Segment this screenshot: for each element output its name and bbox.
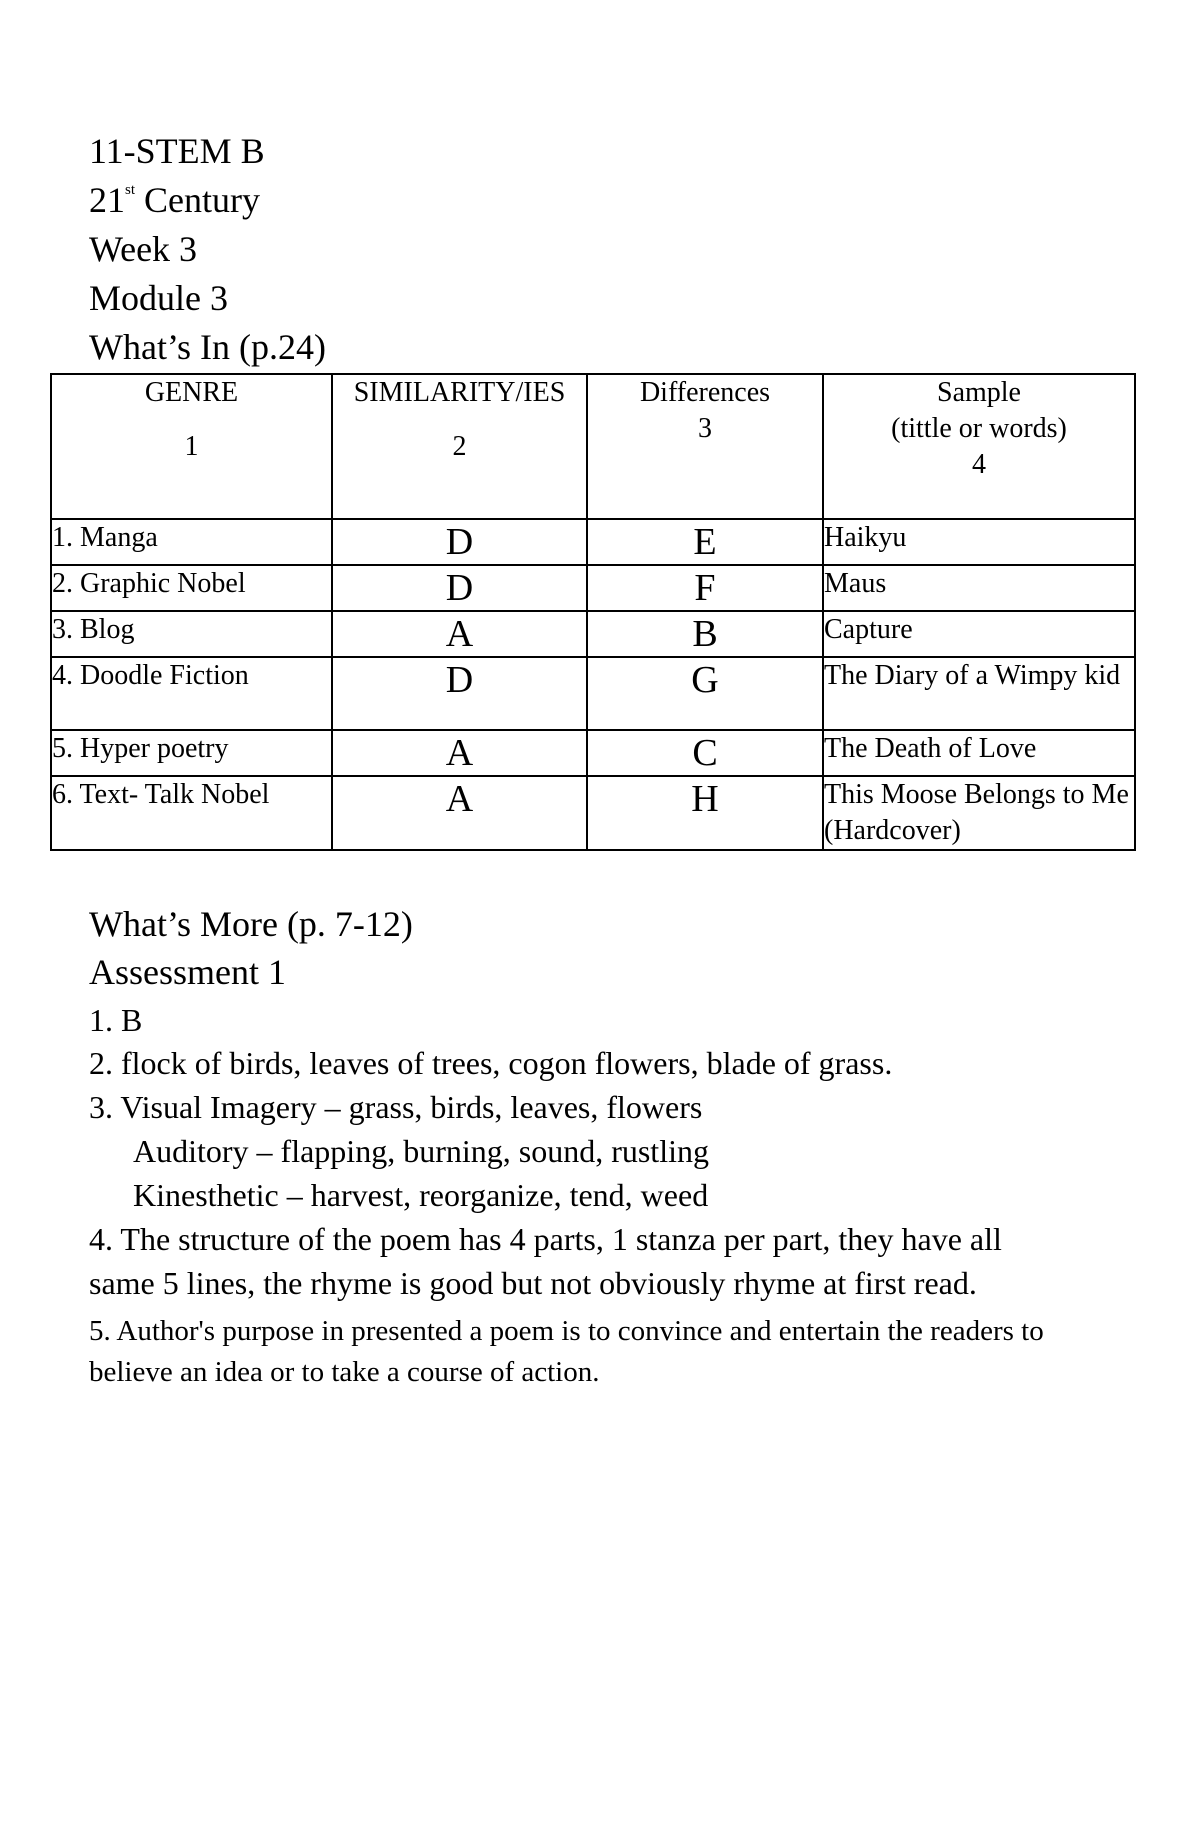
answer-1: 1. B bbox=[89, 1002, 143, 1038]
subject-rest: Century bbox=[135, 180, 260, 220]
similarity-cell: D bbox=[332, 657, 587, 730]
header-genre-num: 1 bbox=[184, 431, 199, 462]
difference-cell: H bbox=[587, 776, 823, 850]
genre-cell: 1. Manga bbox=[51, 519, 332, 565]
header-differences-num: 3 bbox=[698, 413, 712, 444]
similarity-cell: D bbox=[332, 565, 587, 611]
similarity-cell: A bbox=[332, 611, 587, 657]
module-label: Module 3 bbox=[89, 278, 228, 318]
difference-cell: F bbox=[587, 565, 823, 611]
assessment-title: Assessment 1 bbox=[89, 952, 286, 992]
similarity-cell: D bbox=[332, 519, 587, 565]
similarity-cell: A bbox=[332, 730, 587, 776]
sample-cell: Maus bbox=[823, 565, 1135, 611]
genre-cell: 3. Blog bbox=[51, 611, 332, 657]
header-sample-label: Sample bbox=[937, 377, 1021, 408]
header-genre bbox=[51, 374, 332, 519]
difference-cell: E bbox=[587, 519, 823, 565]
genre-cell: 4. Doodle Fiction bbox=[51, 657, 332, 730]
sample-cell: The Diary of a Wimpy kid bbox=[823, 657, 1135, 730]
genre-cell: 5. Hyper poetry bbox=[51, 730, 332, 776]
table-row bbox=[51, 519, 1135, 565]
table-row bbox=[51, 730, 1135, 776]
difference-cell: C bbox=[587, 730, 823, 776]
answer-2: 2. flock of birds, leaves of trees, cogon flowers, blade of grass. bbox=[89, 1045, 893, 1081]
sample-cell: The Death of Love bbox=[823, 730, 1135, 776]
whats-more-title: What’s More (p. 7-12) bbox=[89, 904, 413, 944]
sample-cell: Capture bbox=[823, 611, 1135, 657]
table-row bbox=[51, 611, 1135, 657]
difference-cell: G bbox=[587, 657, 823, 730]
sample-cell: This Moose Belongs to Me (Hardcover) bbox=[823, 776, 1135, 850]
subject-number: 21 bbox=[89, 180, 125, 220]
answer-3-auditory: Auditory – flapping, burning, sound, rustling bbox=[133, 1133, 709, 1169]
week-label: Week 3 bbox=[89, 229, 198, 269]
header-sample bbox=[823, 374, 1135, 519]
answer-3-kinesthetic: Kinesthetic – harvest, reorganize, tend, weed bbox=[133, 1177, 709, 1213]
sample-cell: Haikyu bbox=[823, 519, 1135, 565]
difference-cell: B bbox=[587, 611, 823, 657]
answer-3-visual: 3. Visual Imagery – grass, birds, leaves, flowers bbox=[89, 1089, 703, 1125]
table-row bbox=[51, 565, 1135, 611]
header-differences-label: Differences bbox=[639, 377, 771, 408]
table-row bbox=[51, 657, 1135, 730]
answer-4-line1: 4. The structure of the poem has 4 parts, 1 stanza per part, they have all bbox=[89, 1221, 1002, 1257]
table-header-row bbox=[51, 374, 1135, 519]
similarity-cell: A bbox=[332, 776, 587, 850]
subject-suffix: st bbox=[125, 182, 136, 198]
genre-cell: 6. Text- Talk Nobel bbox=[51, 776, 332, 850]
section-title: What’s In (p.24) bbox=[89, 327, 326, 367]
header-genre-label: GENRE bbox=[144, 377, 239, 408]
header-similarity-label: SIMILARITY/IES bbox=[353, 377, 566, 408]
answer-5-line1: 5. Author's purpose in presented a poem is to convince and entertain the readers to bbox=[89, 1315, 1044, 1347]
header-similarity bbox=[332, 374, 587, 519]
header-sample-num: 4 bbox=[972, 449, 986, 480]
genre-table bbox=[50, 373, 1136, 851]
class-section: 11-STEM B bbox=[89, 131, 265, 171]
table-row bbox=[51, 776, 1135, 850]
answer-4-line2: same 5 lines, the rhyme is good but not obviously rhyme at first read. bbox=[89, 1265, 977, 1301]
header-sample-sublabel: (tittle or words) bbox=[891, 413, 1067, 444]
header-differences bbox=[587, 374, 823, 519]
answer-5-line2: believe an idea or to take a course of action. bbox=[89, 1356, 600, 1388]
subject-title bbox=[89, 179, 260, 221]
header-similarity-num: 2 bbox=[452, 431, 467, 462]
genre-cell: 2. Graphic Nobel bbox=[51, 565, 332, 611]
